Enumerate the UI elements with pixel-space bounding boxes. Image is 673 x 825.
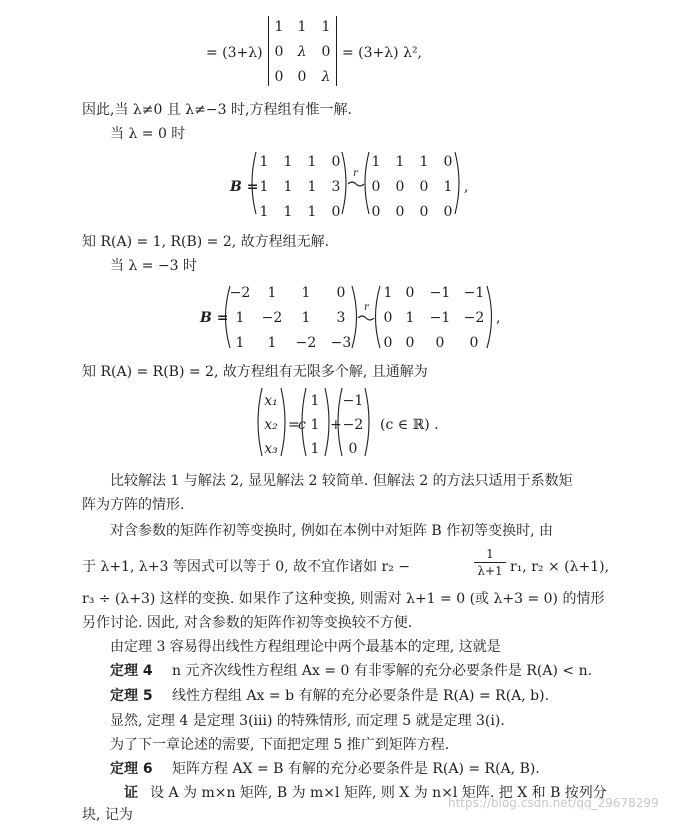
matrix-cell: 1: [301, 285, 311, 301]
matrix-cell: 0: [395, 204, 405, 220]
matrix-cell: 1: [371, 154, 381, 170]
paragraph-line: 为了下一章论述的需要, 下面把定理 5 推广到矩阵方程.: [110, 737, 450, 753]
matrix-cell: 0: [371, 204, 381, 220]
text-line: 因此,当 λ≠0 且 λ≠−3 时,方程组有惟一解.: [82, 102, 352, 118]
fraction-numerator: 1: [486, 547, 494, 561]
matrix-cell: 1: [235, 335, 245, 351]
matrix-cell: −1: [429, 285, 451, 301]
tilde-arrow: [358, 316, 374, 320]
paragraph-line: 显然, 定理 4 是定理 3(iii) 的特殊情形, 而定理 5 就是定理 3(i).: [110, 713, 505, 729]
matrix-cell: −3: [330, 335, 352, 351]
param-c: c: [298, 417, 306, 433]
theorem-heading: 定理 6: [110, 761, 153, 777]
matrix-cell: 0: [331, 154, 341, 170]
det-cell: 0: [321, 44, 331, 60]
vector-cell: −1: [342, 393, 364, 409]
matrix-cell: −1: [463, 285, 485, 301]
matrix-cell: 0: [336, 285, 346, 301]
matrix-cell: 0: [405, 285, 415, 301]
paragraph-line: 比较解法 1 与解法 2, 显见解法 2 较简单. 但解法 2 的方法只适用于系数矩: [110, 473, 573, 489]
matrix-cell: 1: [267, 285, 277, 301]
paragraph-line: r₃ ÷ (λ+3) 这样的变换. 如果作了这种变换, 则需对 λ+1 = 0 (或 λ+3 = 0) 的情形: [82, 591, 605, 607]
det-cell: 1: [274, 19, 284, 35]
det-bar-right: [336, 16, 337, 86]
vector-cell: 1: [310, 393, 320, 409]
matrix-cell: 0: [469, 335, 479, 351]
matrix-cell: 1: [307, 179, 317, 195]
matrix-cell: 1: [443, 179, 453, 195]
equals-sign: =: [288, 417, 300, 433]
det-cell: 1: [297, 19, 307, 35]
matrix-cell: 1: [419, 154, 429, 170]
paren-right: [487, 286, 492, 348]
det-cell: λ: [297, 44, 307, 60]
row-transform-symbol: r: [353, 168, 358, 179]
matrix-cell: 1: [259, 204, 269, 220]
matrix-cell: 0: [419, 179, 429, 195]
theorem-heading: 定理 5: [110, 688, 153, 704]
theorem-body: 线性方程组 Ax = b 有解的充分必要条件是 R(A) = R(A, b).: [172, 688, 550, 704]
text-line: 当 λ = −3 时: [110, 258, 198, 274]
matrix-cell: −2: [229, 285, 251, 301]
theorem-body: 矩阵方程 AX = B 有解的充分必要条件是 R(A) = R(A, B).: [172, 761, 540, 777]
matrix-cell: 0: [371, 179, 381, 195]
matrix-cell: 1: [383, 285, 393, 301]
paragraph-line: 由定理 3 容易得出线性方程组理论中两个最基本的定理, 这就是: [110, 639, 501, 655]
vector-cell: 1: [310, 417, 320, 433]
text-line: 知 R(A) = R(B) = 2, 故方程组有无限多个解, 且通解为: [82, 364, 428, 380]
paragraph-line: r₁, r₂ × (λ+1),: [510, 559, 610, 575]
matrix-cell: 0: [419, 204, 429, 220]
matrix-cell: 0: [443, 204, 453, 220]
proof-line: 块, 记为: [82, 807, 133, 823]
vector-cell: 1: [310, 441, 320, 457]
matrix-cell: −1: [429, 310, 451, 326]
vector-cell: x₃: [264, 441, 278, 457]
theorem-heading: 定理 4: [110, 663, 153, 679]
vector-cell: x₁: [264, 393, 278, 409]
matrix-cell: 1: [283, 179, 293, 195]
matrix-cell: 0: [331, 204, 341, 220]
paragraph-line: 于 λ+1, λ+3 等因式可以等于 0, 故不宜作诸如 r₂ −: [82, 559, 411, 575]
proof-heading: 证: [124, 785, 138, 801]
paragraph-line: 另作讨论. 因此, 对含参数的矩阵作初等变换较不方便.: [82, 615, 413, 631]
text-line: 知 R(A) = 1, R(B) = 2, 故方程组无解.: [82, 234, 330, 250]
det-left: = (3+λ): [206, 45, 263, 61]
fraction-bar: [474, 562, 506, 563]
matrix-cell: 0: [443, 154, 453, 170]
vector-cell: −2: [342, 417, 364, 433]
matrix-cell: 1: [283, 154, 293, 170]
matrix-cell: 1: [395, 154, 405, 170]
matrix-cell: 3: [336, 310, 346, 326]
matrix-cell: 0: [435, 335, 445, 351]
matrix-cell: 1: [267, 335, 277, 351]
plus-sign: +: [330, 417, 342, 433]
matrix-cell: 0: [405, 335, 415, 351]
det-cell: 0: [274, 44, 284, 60]
matrix-cell: 1: [259, 154, 269, 170]
paragraph-line: 对含参数的矩阵作初等变换时, 例如在本例中对矩阵 B 作初等变换时, 由: [110, 523, 553, 539]
param-condition: (c ∈ ℝ) .: [380, 417, 439, 433]
det-cell: λ: [321, 69, 331, 85]
matrix-cell: 0: [383, 310, 393, 326]
matrix-cell: 0: [383, 335, 393, 351]
matrix-tail: ,: [464, 179, 469, 195]
matrix-tail: ,: [496, 310, 501, 326]
row-transform-symbol: r: [364, 302, 369, 313]
det-right: = (3+λ) λ²,: [342, 45, 423, 61]
matrix-cell: 3: [331, 179, 341, 195]
fraction: [474, 548, 506, 577]
det-cell: 0: [274, 69, 284, 85]
matrix-cell: −2: [261, 310, 283, 326]
vector-cell: 0: [348, 441, 358, 457]
matrix-cell: 0: [395, 179, 405, 195]
matrix-cell: 1: [259, 179, 269, 195]
matrix-cell: −2: [295, 335, 317, 351]
fraction-denominator: λ+1: [477, 564, 503, 578]
matrix-label: B =: [200, 310, 229, 326]
theorem-body: n 元齐次线性方程组 Ax = 0 有非零解的充分必要条件是 R(A) < n.: [172, 663, 593, 679]
tilde-arrow: [348, 182, 364, 186]
matrix-cell: −2: [463, 310, 485, 326]
matrix-cell: 1: [301, 310, 311, 326]
watermark: https://blog.csdn.net/qq_29678299: [448, 796, 659, 810]
matrix-cell: 1: [307, 154, 317, 170]
det-cell: 0: [297, 69, 307, 85]
matrix-cell: 1: [283, 204, 293, 220]
proof-line: 设 A 为 m×n 矩阵, B 为 m×l 矩阵, 则 X 为 n×l 矩阵. 把 X 和 B 按列分: [150, 785, 607, 801]
matrix-cell: 1: [405, 310, 415, 326]
det-cell: 1: [321, 19, 331, 35]
vector-cell: x₂: [264, 417, 278, 433]
matrix-label: B =: [230, 179, 259, 195]
text-line: 当 λ = 0 时: [110, 126, 186, 142]
paragraph-line: 阵为方阵的情形.: [82, 497, 185, 513]
matrix-cell: 1: [307, 204, 317, 220]
matrix-cell: 1: [235, 310, 245, 326]
